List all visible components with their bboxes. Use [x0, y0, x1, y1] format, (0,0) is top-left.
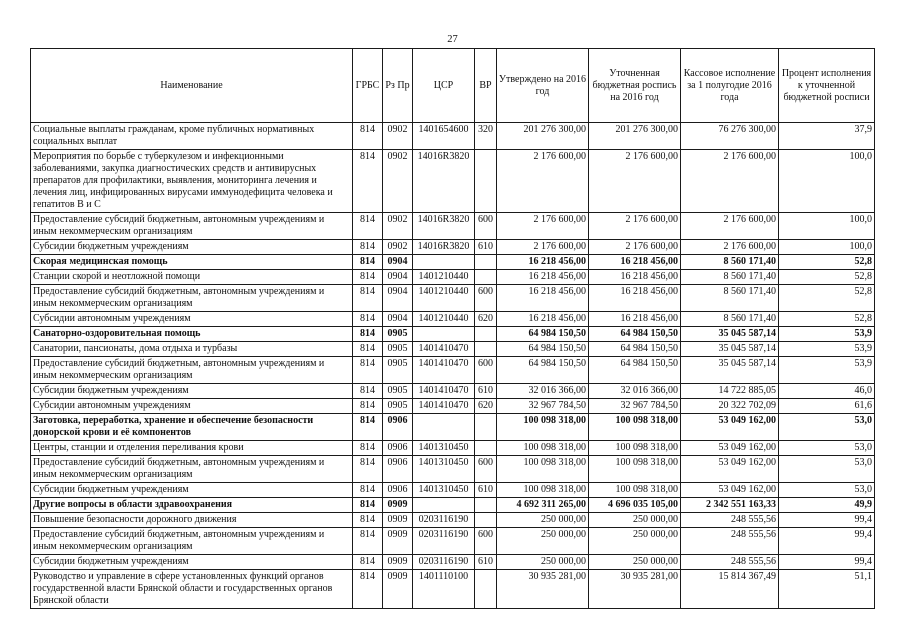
cell-cash: 248 555,56 [681, 555, 779, 570]
cell-approved: 32 016 366,00 [497, 384, 589, 399]
cell-name: Мероприятия по борьбе с туберкулезом и инфекционными заболеваниями, закупка диагностических средств и антивирусных препаратов для профилактики, выявления, мониторинга лечения и лечения лиц, инфицированных вирусами иммунодефицита человека и гепатитов В и С [31, 150, 353, 213]
cell-grbs: 814 [353, 570, 383, 609]
cell-grbs: 814 [353, 285, 383, 312]
cell-cash: 8 560 171,40 [681, 270, 779, 285]
cell-cash: 14 722 885,05 [681, 384, 779, 399]
cell-approved: 250 000,00 [497, 555, 589, 570]
cell-grbs: 814 [353, 270, 383, 285]
table-row [31, 240, 875, 255]
cell-specified: 100 098 318,00 [589, 456, 681, 483]
cell-vr: 620 [475, 399, 497, 414]
table-row [31, 384, 875, 399]
cell-approved: 250 000,00 [497, 513, 589, 528]
table-row [31, 570, 875, 609]
cell-csr: 1401210440 [413, 270, 475, 285]
cell-grbs: 814 [353, 528, 383, 555]
cell-csr: 1401310450 [413, 441, 475, 456]
cell-cash: 53 049 162,00 [681, 483, 779, 498]
section-row [31, 255, 875, 270]
cell-approved: 64 984 150,50 [497, 327, 589, 342]
cell-csr: 1401210440 [413, 312, 475, 327]
cell-name: Субсидии бюджетным учреждениям [31, 240, 353, 255]
cell-cash: 2 342 551 163,33 [681, 498, 779, 513]
header-specified: Уточненная бюджетная роспись на 2016 год [589, 49, 681, 123]
table-row [31, 123, 875, 150]
cell-specified: 2 176 600,00 [589, 150, 681, 213]
cell-vr [475, 513, 497, 528]
cell-rzpr: 0904 [383, 255, 413, 270]
cell-percent: 51,1 [779, 570, 875, 609]
cell-approved: 2 176 600,00 [497, 240, 589, 255]
table-row [31, 213, 875, 240]
cell-specified: 100 098 318,00 [589, 414, 681, 441]
table-body [31, 123, 875, 609]
cell-specified: 16 218 456,00 [589, 285, 681, 312]
cell-rzpr: 0906 [383, 414, 413, 441]
section-row [31, 498, 875, 513]
cell-cash: 248 555,56 [681, 528, 779, 555]
cell-specified: 100 098 318,00 [589, 483, 681, 498]
cell-specified: 16 218 456,00 [589, 255, 681, 270]
table-row [31, 150, 875, 213]
cell-percent: 52,8 [779, 255, 875, 270]
cell-approved: 30 935 281,00 [497, 570, 589, 609]
cell-cash: 8 560 171,40 [681, 255, 779, 270]
cell-approved: 201 276 300,00 [497, 123, 589, 150]
cell-vr: 320 [475, 123, 497, 150]
cell-specified: 201 276 300,00 [589, 123, 681, 150]
cell-grbs: 814 [353, 150, 383, 213]
cell-rzpr: 0905 [383, 357, 413, 384]
cell-percent: 99,4 [779, 528, 875, 555]
cell-percent: 99,4 [779, 513, 875, 528]
cell-specified: 4 696 035 105,00 [589, 498, 681, 513]
cell-vr [475, 498, 497, 513]
cell-cash: 8 560 171,40 [681, 312, 779, 327]
cell-name: Субсидии автономным учреждениям [31, 399, 353, 414]
cell-specified: 30 935 281,00 [589, 570, 681, 609]
cell-rzpr: 0905 [383, 384, 413, 399]
cell-csr: 1401654600 [413, 123, 475, 150]
cell-grbs: 814 [353, 513, 383, 528]
cell-percent: 53,0 [779, 483, 875, 498]
table-row [31, 399, 875, 414]
cell-specified: 2 176 600,00 [589, 213, 681, 240]
cell-rzpr: 0905 [383, 327, 413, 342]
cell-cash: 20 322 702,09 [681, 399, 779, 414]
cell-csr: 14016R3820 [413, 213, 475, 240]
cell-csr: 1401410470 [413, 342, 475, 357]
cell-cash: 53 049 162,00 [681, 441, 779, 456]
cell-name: Предоставление субсидий бюджетным, автономным учреждениям и иным некоммерческим организациям [31, 213, 353, 240]
cell-approved: 16 218 456,00 [497, 285, 589, 312]
cell-specified: 250 000,00 [589, 528, 681, 555]
cell-specified: 16 218 456,00 [589, 270, 681, 285]
budget-execution-table [30, 48, 875, 609]
cell-approved: 64 984 150,50 [497, 357, 589, 384]
cell-grbs: 814 [353, 312, 383, 327]
header-vr: ВР [475, 49, 497, 123]
cell-name: Предоставление субсидий бюджетным, автономным учреждениям и иным некоммерческим организациям [31, 285, 353, 312]
cell-approved: 100 098 318,00 [497, 483, 589, 498]
cell-csr: 1401410470 [413, 357, 475, 384]
cell-approved: 16 218 456,00 [497, 270, 589, 285]
cell-vr: 610 [475, 555, 497, 570]
cell-percent: 100,0 [779, 150, 875, 213]
cell-grbs: 814 [353, 384, 383, 399]
cell-vr [475, 270, 497, 285]
cell-csr [413, 327, 475, 342]
cell-specified: 100 098 318,00 [589, 441, 681, 456]
cell-vr [475, 327, 497, 342]
cell-name: Другие вопросы в области здравоохранения [31, 498, 353, 513]
table-row [31, 513, 875, 528]
cell-vr: 610 [475, 483, 497, 498]
cell-cash: 35 045 587,14 [681, 327, 779, 342]
cell-cash: 248 555,56 [681, 513, 779, 528]
cell-grbs: 814 [353, 342, 383, 357]
cell-grbs: 814 [353, 498, 383, 513]
cell-percent: 52,8 [779, 312, 875, 327]
cell-vr: 600 [475, 213, 497, 240]
table-row [31, 270, 875, 285]
cell-name: Руководство и управление в сфере установленных функций органов государственной власти Брянской области и государственных органов Брянской области [31, 570, 353, 609]
cell-rzpr: 0909 [383, 570, 413, 609]
cell-vr [475, 570, 497, 609]
table-header-row [31, 49, 875, 123]
cell-vr: 620 [475, 312, 497, 327]
cell-cash: 8 560 171,40 [681, 285, 779, 312]
cell-name: Субсидии бюджетным учреждениям [31, 384, 353, 399]
cell-percent: 46,0 [779, 384, 875, 399]
cell-name: Станции скорой и неотложной помощи [31, 270, 353, 285]
header-csr: ЦСР [413, 49, 475, 123]
cell-percent: 53,0 [779, 456, 875, 483]
cell-percent: 53,9 [779, 342, 875, 357]
cell-cash: 35 045 587,14 [681, 357, 779, 384]
page-number: 27 [447, 34, 458, 45]
cell-csr: 1401110100 [413, 570, 475, 609]
cell-rzpr: 0904 [383, 270, 413, 285]
table-row [31, 528, 875, 555]
table-row [31, 456, 875, 483]
cell-rzpr: 0909 [383, 555, 413, 570]
cell-approved: 16 218 456,00 [497, 255, 589, 270]
cell-name: Скорая медицинская помощь [31, 255, 353, 270]
cell-name: Санаторно-оздоровительная помощь [31, 327, 353, 342]
cell-cash: 2 176 600,00 [681, 213, 779, 240]
cell-rzpr: 0904 [383, 285, 413, 312]
cell-percent: 53,0 [779, 414, 875, 441]
table-row [31, 441, 875, 456]
cell-specified: 64 984 150,50 [589, 357, 681, 384]
cell-name: Субсидии автономным учреждениям [31, 312, 353, 327]
cell-specified: 32 967 784,50 [589, 399, 681, 414]
table-row [31, 555, 875, 570]
cell-specified: 64 984 150,50 [589, 342, 681, 357]
cell-cash: 35 045 587,14 [681, 342, 779, 357]
cell-csr [413, 414, 475, 441]
table-row [31, 312, 875, 327]
cell-csr: 0203116190 [413, 555, 475, 570]
cell-grbs: 814 [353, 213, 383, 240]
header-cash: Кассовое исполнение за 1 полугодие 2016 года [681, 49, 779, 123]
cell-rzpr: 0904 [383, 312, 413, 327]
header-name: Наименование [31, 49, 353, 123]
cell-percent: 99,4 [779, 555, 875, 570]
cell-vr: 610 [475, 384, 497, 399]
cell-vr: 600 [475, 285, 497, 312]
cell-rzpr: 0902 [383, 213, 413, 240]
cell-approved: 100 098 318,00 [497, 456, 589, 483]
cell-vr: 600 [475, 456, 497, 483]
cell-csr: 0203116190 [413, 513, 475, 528]
cell-percent: 52,8 [779, 285, 875, 312]
cell-cash: 2 176 600,00 [681, 150, 779, 213]
cell-grbs: 814 [353, 555, 383, 570]
cell-percent: 52,8 [779, 270, 875, 285]
cell-grbs: 814 [353, 123, 383, 150]
cell-percent: 53,9 [779, 327, 875, 342]
cell-grbs: 814 [353, 399, 383, 414]
section-row [31, 414, 875, 441]
cell-vr [475, 342, 497, 357]
cell-name: Санатории, пансионаты, дома отдыха и турбазы [31, 342, 353, 357]
cell-specified: 250 000,00 [589, 555, 681, 570]
cell-rzpr: 0902 [383, 123, 413, 150]
cell-specified: 16 218 456,00 [589, 312, 681, 327]
cell-percent: 49,9 [779, 498, 875, 513]
cell-cash: 2 176 600,00 [681, 240, 779, 255]
cell-name: Заготовка, переработка, хранение и обеспечение безопасности донорской крови и её компонентов [31, 414, 353, 441]
cell-vr [475, 414, 497, 441]
cell-csr [413, 255, 475, 270]
cell-grbs: 814 [353, 456, 383, 483]
cell-grbs: 814 [353, 483, 383, 498]
cell-vr: 600 [475, 357, 497, 384]
table-row [31, 357, 875, 384]
cell-vr: 610 [475, 240, 497, 255]
cell-specified: 2 176 600,00 [589, 240, 681, 255]
cell-grbs: 814 [353, 357, 383, 384]
cell-name: Субсидии бюджетным учреждениям [31, 555, 353, 570]
cell-vr [475, 150, 497, 213]
header-rzpr: Рз Пр [383, 49, 413, 123]
cell-name: Предоставление субсидий бюджетным, автономным учреждениям и иным некоммерческим организациям [31, 528, 353, 555]
cell-rzpr: 0902 [383, 150, 413, 213]
cell-name: Субсидии бюджетным учреждениям [31, 483, 353, 498]
table-row [31, 285, 875, 312]
cell-cash: 15 814 367,49 [681, 570, 779, 609]
table-row [31, 483, 875, 498]
cell-percent: 100,0 [779, 240, 875, 255]
cell-csr: 1401210440 [413, 285, 475, 312]
cell-approved: 32 967 784,50 [497, 399, 589, 414]
cell-cash: 53 049 162,00 [681, 456, 779, 483]
cell-rzpr: 0906 [383, 456, 413, 483]
cell-approved: 16 218 456,00 [497, 312, 589, 327]
cell-percent: 53,0 [779, 441, 875, 456]
cell-approved: 2 176 600,00 [497, 150, 589, 213]
cell-specified: 64 984 150,50 [589, 327, 681, 342]
cell-grbs: 814 [353, 327, 383, 342]
cell-vr [475, 441, 497, 456]
cell-grbs: 814 [353, 441, 383, 456]
cell-vr: 600 [475, 528, 497, 555]
cell-cash: 76 276 300,00 [681, 123, 779, 150]
cell-vr [475, 255, 497, 270]
cell-name: Предоставление субсидий бюджетным, автономным учреждениям и иным некоммерческим организациям [31, 357, 353, 384]
cell-rzpr: 0906 [383, 483, 413, 498]
cell-csr: 1401310450 [413, 483, 475, 498]
cell-percent: 37,9 [779, 123, 875, 150]
cell-cash: 53 049 162,00 [681, 414, 779, 441]
header-grbs: ГРБС [353, 49, 383, 123]
cell-rzpr: 0909 [383, 528, 413, 555]
header-approved: Утверждено на 2016 год [497, 49, 589, 123]
cell-approved: 64 984 150,50 [497, 342, 589, 357]
cell-grbs: 814 [353, 240, 383, 255]
cell-specified: 250 000,00 [589, 513, 681, 528]
cell-rzpr: 0906 [383, 441, 413, 456]
cell-rzpr: 0905 [383, 399, 413, 414]
cell-name: Центры, станции и отделения переливания крови [31, 441, 353, 456]
cell-csr: 1401410470 [413, 399, 475, 414]
cell-grbs: 814 [353, 414, 383, 441]
cell-grbs: 814 [353, 255, 383, 270]
cell-csr: 0203116190 [413, 528, 475, 555]
cell-percent: 100,0 [779, 213, 875, 240]
cell-percent: 53,9 [779, 357, 875, 384]
cell-percent: 61,6 [779, 399, 875, 414]
cell-approved: 100 098 318,00 [497, 441, 589, 456]
header-percent: Процент исполнения к уточненной бюджетной росписи [779, 49, 875, 123]
cell-csr [413, 498, 475, 513]
cell-name: Предоставление субсидий бюджетным, автономным учреждениям и иным некоммерческим организациям [31, 456, 353, 483]
cell-approved: 100 098 318,00 [497, 414, 589, 441]
cell-rzpr: 0909 [383, 498, 413, 513]
table-row [31, 342, 875, 357]
cell-csr: 14016R3820 [413, 150, 475, 213]
cell-rzpr: 0909 [383, 513, 413, 528]
cell-rzpr: 0902 [383, 240, 413, 255]
cell-rzpr: 0905 [383, 342, 413, 357]
section-row [31, 327, 875, 342]
cell-approved: 4 692 311 265,00 [497, 498, 589, 513]
cell-specified: 32 016 366,00 [589, 384, 681, 399]
cell-approved: 2 176 600,00 [497, 213, 589, 240]
cell-csr: 1401310450 [413, 456, 475, 483]
cell-csr: 14016R3820 [413, 240, 475, 255]
cell-name: Социальные выплаты гражданам, кроме публичных нормативных социальных выплат [31, 123, 353, 150]
cell-csr: 1401410470 [413, 384, 475, 399]
cell-name: Повышение безопасности дорожного движения [31, 513, 353, 528]
cell-approved: 250 000,00 [497, 528, 589, 555]
